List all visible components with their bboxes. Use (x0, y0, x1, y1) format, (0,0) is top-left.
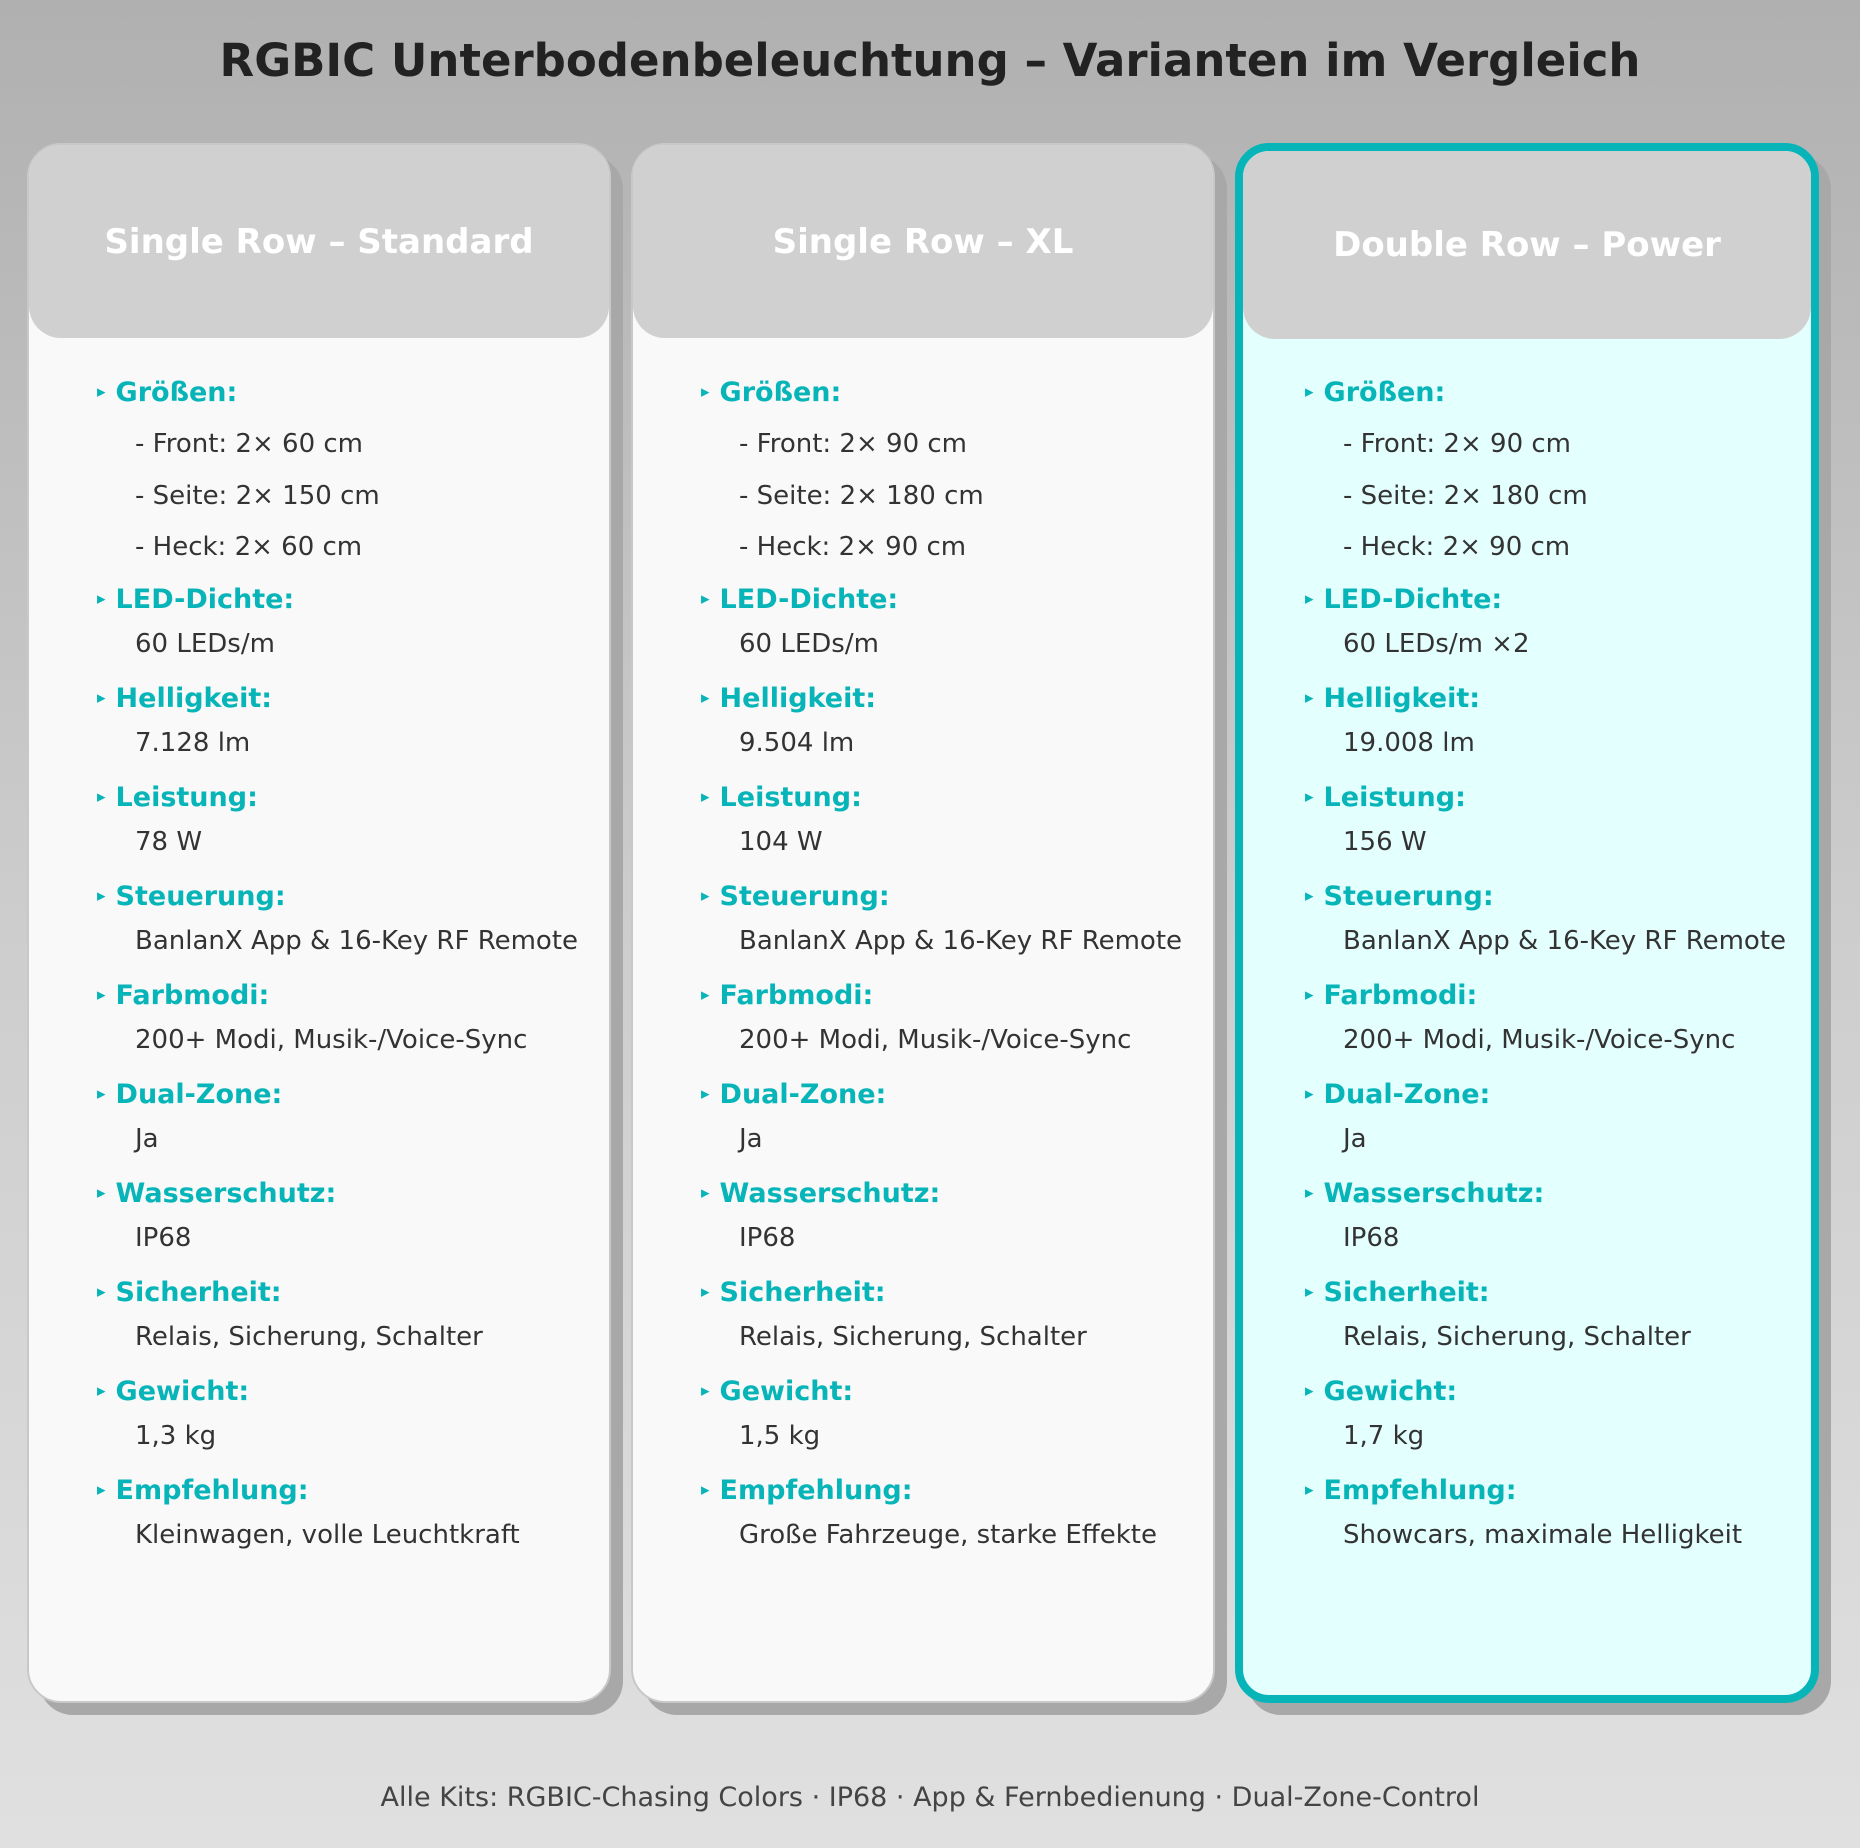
feature-row (701, 1177, 1213, 1254)
arrow-icon: ▸ (1305, 1182, 1314, 1203)
feature-label-text: Größen: (115, 377, 238, 408)
arrow-icon: ▸ (1305, 1281, 1314, 1302)
feature-row (97, 1177, 609, 1254)
feature-row (1305, 1474, 1811, 1551)
arrow-icon: ▸ (97, 687, 106, 708)
arrow-icon: ▸ (701, 687, 710, 708)
feature-row (97, 781, 609, 858)
feature-label (97, 880, 609, 913)
arrow-icon: ▸ (97, 382, 106, 402)
feature-row (97, 1375, 609, 1452)
size-item: - Heck: 2× 60 cm (135, 532, 363, 562)
feature-label (1305, 1375, 1811, 1408)
feature-value: Ja (1343, 1123, 1367, 1154)
feature-label (97, 1177, 609, 1210)
feature-label-text: Gewicht: (115, 1375, 250, 1407)
feature-label-text: Leistung: (115, 781, 258, 813)
feature-label (701, 1276, 1213, 1309)
feature-label-text: Empfehlung: (719, 1474, 913, 1506)
feature-label-text: Helligkeit: (1323, 682, 1481, 714)
arrow-icon: ▸ (1305, 1479, 1314, 1500)
feature-row (1305, 1375, 1811, 1452)
feature-value: Relais, Sicherung, Schalter (739, 1321, 1087, 1352)
feature-value: 200+ Modi, Musik-/Voice-Sync (135, 1024, 528, 1055)
arrow-icon: ▸ (701, 1380, 710, 1401)
feature-value: BanlanX App & 16-Key RF Remote (739, 925, 1183, 956)
feature-label-text: Helligkeit: (719, 682, 877, 714)
arrow-icon: ▸ (701, 984, 710, 1005)
feature-value: Relais, Sicherung, Schalter (1343, 1321, 1691, 1352)
variant-name: Double Row – Power (1333, 225, 1721, 265)
feature-value: Ja (739, 1123, 763, 1154)
feature-row (701, 1078, 1213, 1155)
feature-label (1305, 880, 1811, 913)
feature-row (701, 880, 1213, 957)
sizes-list (1305, 428, 1811, 563)
feature-row (1305, 682, 1811, 759)
arrow-icon: ▸ (701, 1281, 710, 1302)
feature-label-text: Sicherheit: (115, 1276, 282, 1308)
arrow-icon: ▸ (97, 588, 106, 609)
feature-row (97, 1276, 609, 1353)
feature-value: IP68 (135, 1222, 192, 1253)
feature-value: Showcars, maximale Helligkeit (1343, 1519, 1743, 1550)
feature-value: BanlanX App & 16-Key RF Remote (1343, 925, 1787, 956)
feature-label-text: Empfehlung: (1323, 1474, 1517, 1506)
arrow-icon: ▸ (1305, 382, 1314, 402)
feature-label-text: Leistung: (719, 781, 862, 813)
feature-label (1305, 1474, 1811, 1507)
feature-value: 19.008 lm (1343, 727, 1475, 758)
feature-row (701, 682, 1213, 759)
feature-label (1305, 583, 1811, 616)
size-item: - Front: 2× 90 cm (739, 429, 967, 459)
sizes-list (97, 428, 609, 563)
feature-label-text: Wasserschutz: (115, 1177, 337, 1209)
feature-row (97, 979, 609, 1056)
feature-row (1305, 880, 1811, 957)
feature-row (97, 1474, 609, 1551)
feature-value: 7.128 lm (135, 727, 251, 758)
size-item: - Seite: 2× 180 cm (1343, 480, 1588, 511)
feature-row (701, 1375, 1213, 1452)
feature-row (1305, 1078, 1811, 1155)
feature-label (701, 682, 1213, 715)
variant-name: Single Row – XL (772, 221, 1074, 262)
feature-label (1305, 1177, 1811, 1210)
feature-row (1305, 781, 1811, 858)
feature-value: 1,7 kg (1343, 1420, 1425, 1451)
feature-value: 1,3 kg (135, 1420, 217, 1451)
feature-label-text: Farbmodi: (115, 979, 270, 1011)
arrow-icon: ▸ (701, 1479, 710, 1500)
feature-label (97, 781, 609, 814)
feature-label (701, 880, 1213, 913)
size-item: - Heck: 2× 90 cm (739, 532, 967, 562)
feature-label (97, 1276, 609, 1309)
feature-label (97, 979, 609, 1012)
variant-card-body (29, 338, 609, 1551)
feature-label (701, 781, 1213, 814)
arrow-icon: ▸ (1305, 984, 1314, 1005)
feature-label-text: Größen: (1323, 377, 1446, 408)
feature-label-text: Empfehlung: (115, 1474, 309, 1506)
variant-card-body (1243, 339, 1811, 1551)
feature-label (701, 376, 1213, 409)
feature-row (701, 1276, 1213, 1353)
variant-card (27, 143, 611, 1703)
feature-label (97, 1474, 609, 1507)
arrow-icon: ▸ (701, 1083, 710, 1104)
arrow-icon: ▸ (97, 1479, 106, 1500)
feature-label (1305, 376, 1811, 409)
variant-card-header (29, 145, 609, 338)
arrow-icon: ▸ (1305, 588, 1314, 609)
feature-row (1305, 583, 1811, 660)
feature-label-text: Farbmodi: (1323, 979, 1478, 1011)
arrow-icon: ▸ (1305, 687, 1314, 708)
feature-label (97, 376, 609, 409)
variant-card-header (1243, 151, 1811, 339)
size-item: - Front: 2× 90 cm (1343, 429, 1571, 459)
feature-row (1305, 1177, 1811, 1254)
feature-label-text: Dual-Zone: (1323, 1078, 1491, 1110)
feature-value: 9.504 lm (739, 727, 855, 758)
size-item: - Heck: 2× 90 cm (1343, 532, 1571, 562)
feature-label (1305, 1276, 1811, 1309)
feature-value: IP68 (1343, 1222, 1400, 1253)
feature-sizes (97, 376, 609, 563)
feature-label-text: Steuerung: (719, 880, 890, 912)
size-item: - Seite: 2× 180 cm (739, 480, 984, 511)
feature-label-text: Gewicht: (719, 1375, 854, 1407)
feature-value: IP68 (739, 1222, 796, 1253)
feature-value: Große Fahrzeuge, starke Effekte (739, 1519, 1157, 1550)
variant-card (1235, 143, 1819, 1703)
arrow-icon: ▸ (97, 786, 106, 807)
arrow-icon: ▸ (97, 984, 106, 1005)
feature-label-text: Gewicht: (1323, 1375, 1458, 1407)
feature-label (701, 979, 1213, 1012)
feature-label (701, 583, 1213, 616)
feature-label-text: Steuerung: (1323, 880, 1494, 912)
arrow-icon: ▸ (97, 1380, 106, 1401)
feature-label-text: Dual-Zone: (115, 1078, 283, 1110)
feature-label (1305, 781, 1811, 814)
arrow-icon: ▸ (97, 1281, 106, 1302)
feature-row (97, 682, 609, 759)
arrow-icon: ▸ (1305, 1380, 1314, 1401)
feature-value: Ja (135, 1123, 159, 1154)
feature-sizes (701, 376, 1213, 563)
feature-label (97, 1078, 609, 1111)
feature-label (97, 583, 609, 616)
feature-label (97, 682, 609, 715)
arrow-icon: ▸ (97, 1182, 106, 1203)
feature-value: 60 LEDs/m ×2 (1343, 628, 1530, 659)
feature-label (701, 1078, 1213, 1111)
arrow-icon: ▸ (701, 786, 710, 807)
feature-row (701, 583, 1213, 660)
variant-name: Single Row – Standard (104, 221, 534, 262)
arrow-icon: ▸ (97, 1083, 106, 1104)
arrow-icon: ▸ (701, 382, 710, 402)
feature-value: BanlanX App & 16-Key RF Remote (135, 925, 579, 956)
feature-label-text: Wasserschutz: (1323, 1177, 1545, 1209)
feature-row (701, 979, 1213, 1056)
feature-label-text: Leistung: (1323, 781, 1466, 813)
size-item: - Front: 2× 60 cm (135, 429, 363, 459)
feature-label (97, 1375, 609, 1408)
size-item: - Seite: 2× 150 cm (135, 480, 380, 511)
feature-label (701, 1177, 1213, 1210)
feature-value: 104 W (739, 826, 823, 857)
feature-value: 60 LEDs/m (739, 628, 879, 659)
sizes-list (701, 428, 1213, 563)
feature-row (1305, 1276, 1811, 1353)
feature-row (97, 1078, 609, 1155)
feature-label (701, 1474, 1213, 1507)
footer-note: Alle Kits: RGBIC-Chasing Colors · IP68 · App & Fernbedienung · Dual-Zone-Control (380, 1782, 1480, 1813)
feature-label (1305, 682, 1811, 715)
feature-value: 60 LEDs/m (135, 628, 275, 659)
arrow-icon: ▸ (1305, 786, 1314, 807)
feature-label-text: LED-Dichte: (1323, 583, 1503, 615)
feature-row (1305, 979, 1811, 1056)
feature-label-text: Steuerung: (115, 880, 286, 912)
feature-value: Kleinwagen, volle Leuchtkraft (135, 1519, 520, 1550)
feature-row (701, 781, 1213, 858)
variant-card-header (633, 145, 1213, 338)
feature-value: Relais, Sicherung, Schalter (135, 1321, 483, 1352)
arrow-icon: ▸ (1305, 1083, 1314, 1104)
feature-label-text: Größen: (719, 377, 842, 408)
arrow-icon: ▸ (701, 1182, 710, 1203)
feature-value: 1,5 kg (739, 1420, 821, 1451)
feature-row (97, 583, 609, 660)
arrow-icon: ▸ (701, 588, 710, 609)
feature-label-text: Wasserschutz: (719, 1177, 941, 1209)
feature-label-text: LED-Dichte: (719, 583, 899, 615)
feature-label (701, 1375, 1213, 1408)
arrow-icon: ▸ (701, 885, 710, 906)
variant-card (631, 143, 1215, 1703)
feature-label (1305, 979, 1811, 1012)
feature-label (1305, 1078, 1811, 1111)
feature-label-text: Dual-Zone: (719, 1078, 887, 1110)
feature-value: 200+ Modi, Musik-/Voice-Sync (739, 1024, 1132, 1055)
feature-label-text: Sicherheit: (719, 1276, 886, 1308)
feature-label-text: Farbmodi: (719, 979, 874, 1011)
feature-sizes (1305, 376, 1811, 563)
arrow-icon: ▸ (97, 885, 106, 906)
page-title: RGBIC Unterbodenbeleuchtung – Varianten im Vergleich (219, 34, 1641, 87)
feature-row (97, 880, 609, 957)
feature-row (701, 1474, 1213, 1551)
feature-value: 200+ Modi, Musik-/Voice-Sync (1343, 1024, 1736, 1055)
feature-label-text: Sicherheit: (1323, 1276, 1490, 1308)
feature-value: 78 W (135, 826, 203, 857)
feature-label-text: Helligkeit: (115, 682, 273, 714)
feature-label-text: LED-Dichte: (115, 583, 295, 615)
variant-card-body (633, 338, 1213, 1551)
arrow-icon: ▸ (1305, 885, 1314, 906)
feature-value: 156 W (1343, 826, 1427, 857)
